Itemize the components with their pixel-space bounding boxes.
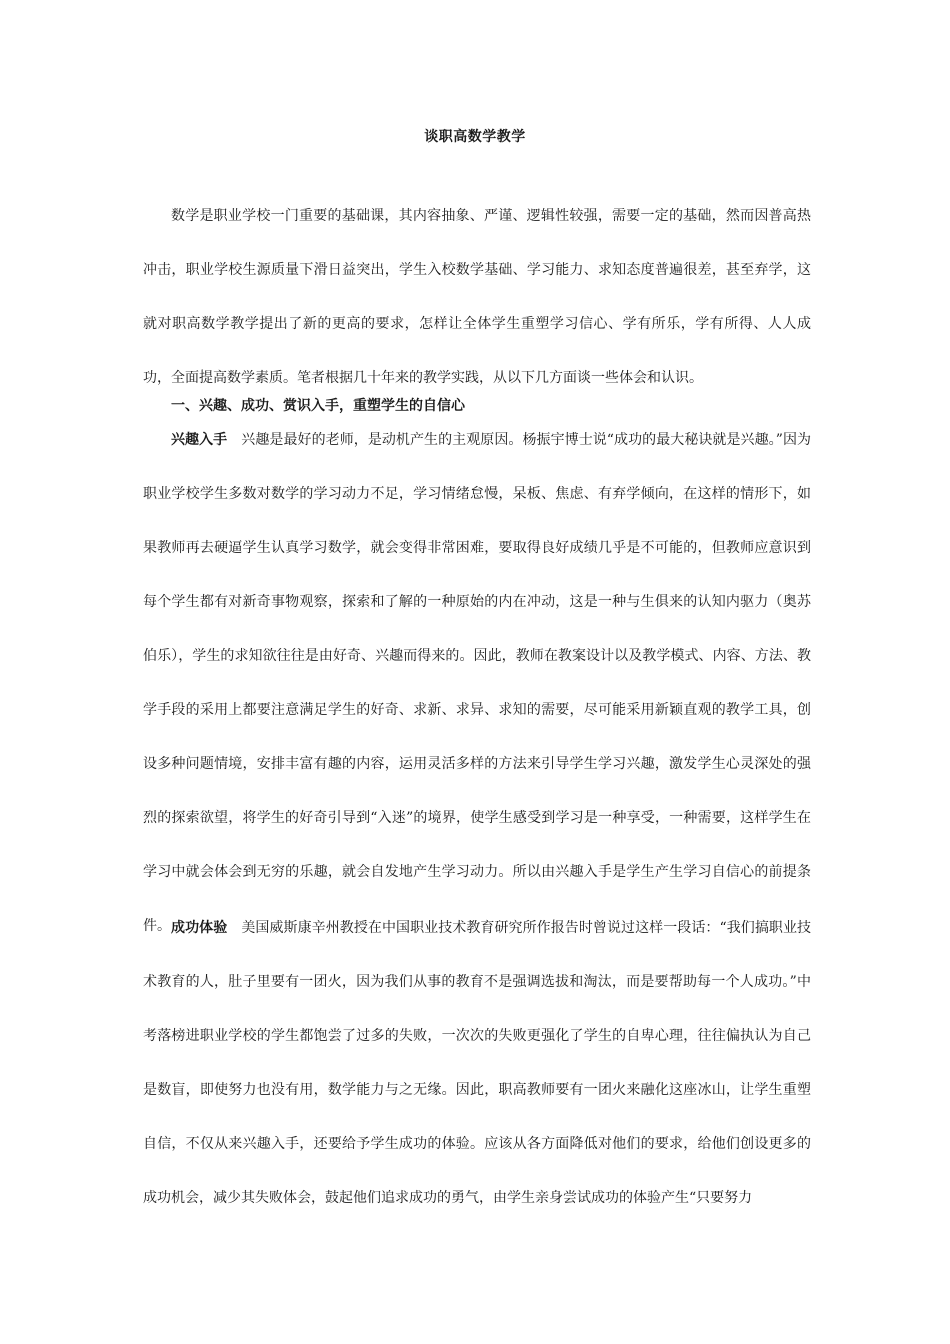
intro-paragraph: 数学是职业学校一门重要的基础课，其内容抽象、严谨、逻辑性较强，需要一定的基础，然而因普高热冲击，职业学校生源质量下滑日益突出，学生入校数学基础、学习能力、求知态度普遍很差，甚至弃学，这就对职高数学教学提出了新的更高的要求，怎样让全体学生重塑学习信心、学有所乐，学有所得、人人成功，全面提高数学素质。笔者根据几十年来的教学实践，从以下几方面谈一些体会和认识。 bbox=[143, 208, 811, 386]
success-paragraph bbox=[143, 901, 811, 1225]
success-text: 美国威斯康辛州教授在中国职业技术教育研究所作报告时曾说过这样一段话：“我们搞职业技术教育的人，肚子里要有一团火，因为我们从事的教育不是强调选拔和淘汰，而是要帮助每一个人成功。”中考落榜进职业学校的学生都饱尝了过多的失败，一次次的失败更强化了学生的自卑心理，往往偏执认为自己是数盲，即使努力也没有用，数学能力与之无缘。因此，职高教师要有一团火来融化这座冰山，让学生重塑自信，不仅从来兴趣入手，还要给予学生成功的体验。应该从各方面降低对他们的要求，给他们创设更多的成功机会，减少其失败体会，鼓起他们追求成功的勇气，由学生亲身尝试成功的体验产生“只要努力 bbox=[143, 920, 812, 1206]
section-heading: 一、兴趣、成功、赏识入手，重塑学生的自信心 bbox=[171, 398, 465, 414]
interest-paragraph bbox=[143, 413, 811, 953]
interest-text: 兴趣是最好的老师，是动机产生的主观原因。杨振宇博士说“成功的最大秘诀就是兴趣。”因为职业学校学生多数对数学的学习动力不足，学习情绪怠慢，呆板、焦虑、有弃学倾向，在这样的情形下，如果教师再去硬逼学生认真学习数学，就会变得非常困难，要取得良好成绩几乎是不可能的，但教师应意识到每个学生都有对新奇事物观察，探索和了解的一种原始的内在冲动，这是一种与生俱来的认知内驱力（奥苏伯乐），学生的求知欲往往是由好奇、兴趣而得来的。因此，教师在教案设计以及教学模式、内容、方法、教学手段的采用上都要注意满足学生的好奇、求新、求异、求知的需要，尽可能采用新颖直观的教学工具，创设多种问题情境，安排丰富有趣的内容，运用灵活多样的方法来引导学生学习兴趣，激发学生心灵深处的强烈的探索欲望，将学生的好奇引导到“入迷”的境界，使学生感受到学习是一种享受，一种需要，这样学生在学习中就会体会到无穷的乐趣，就会自发地产生学习动力。所以由兴趣入手是学生产生学习自信心的前提条件。 bbox=[143, 432, 812, 934]
interest-lead: 兴趣入手 bbox=[171, 432, 228, 448]
document-title: 谈职高数学教学 bbox=[424, 129, 526, 145]
success-lead: 成功体验 bbox=[171, 920, 228, 936]
